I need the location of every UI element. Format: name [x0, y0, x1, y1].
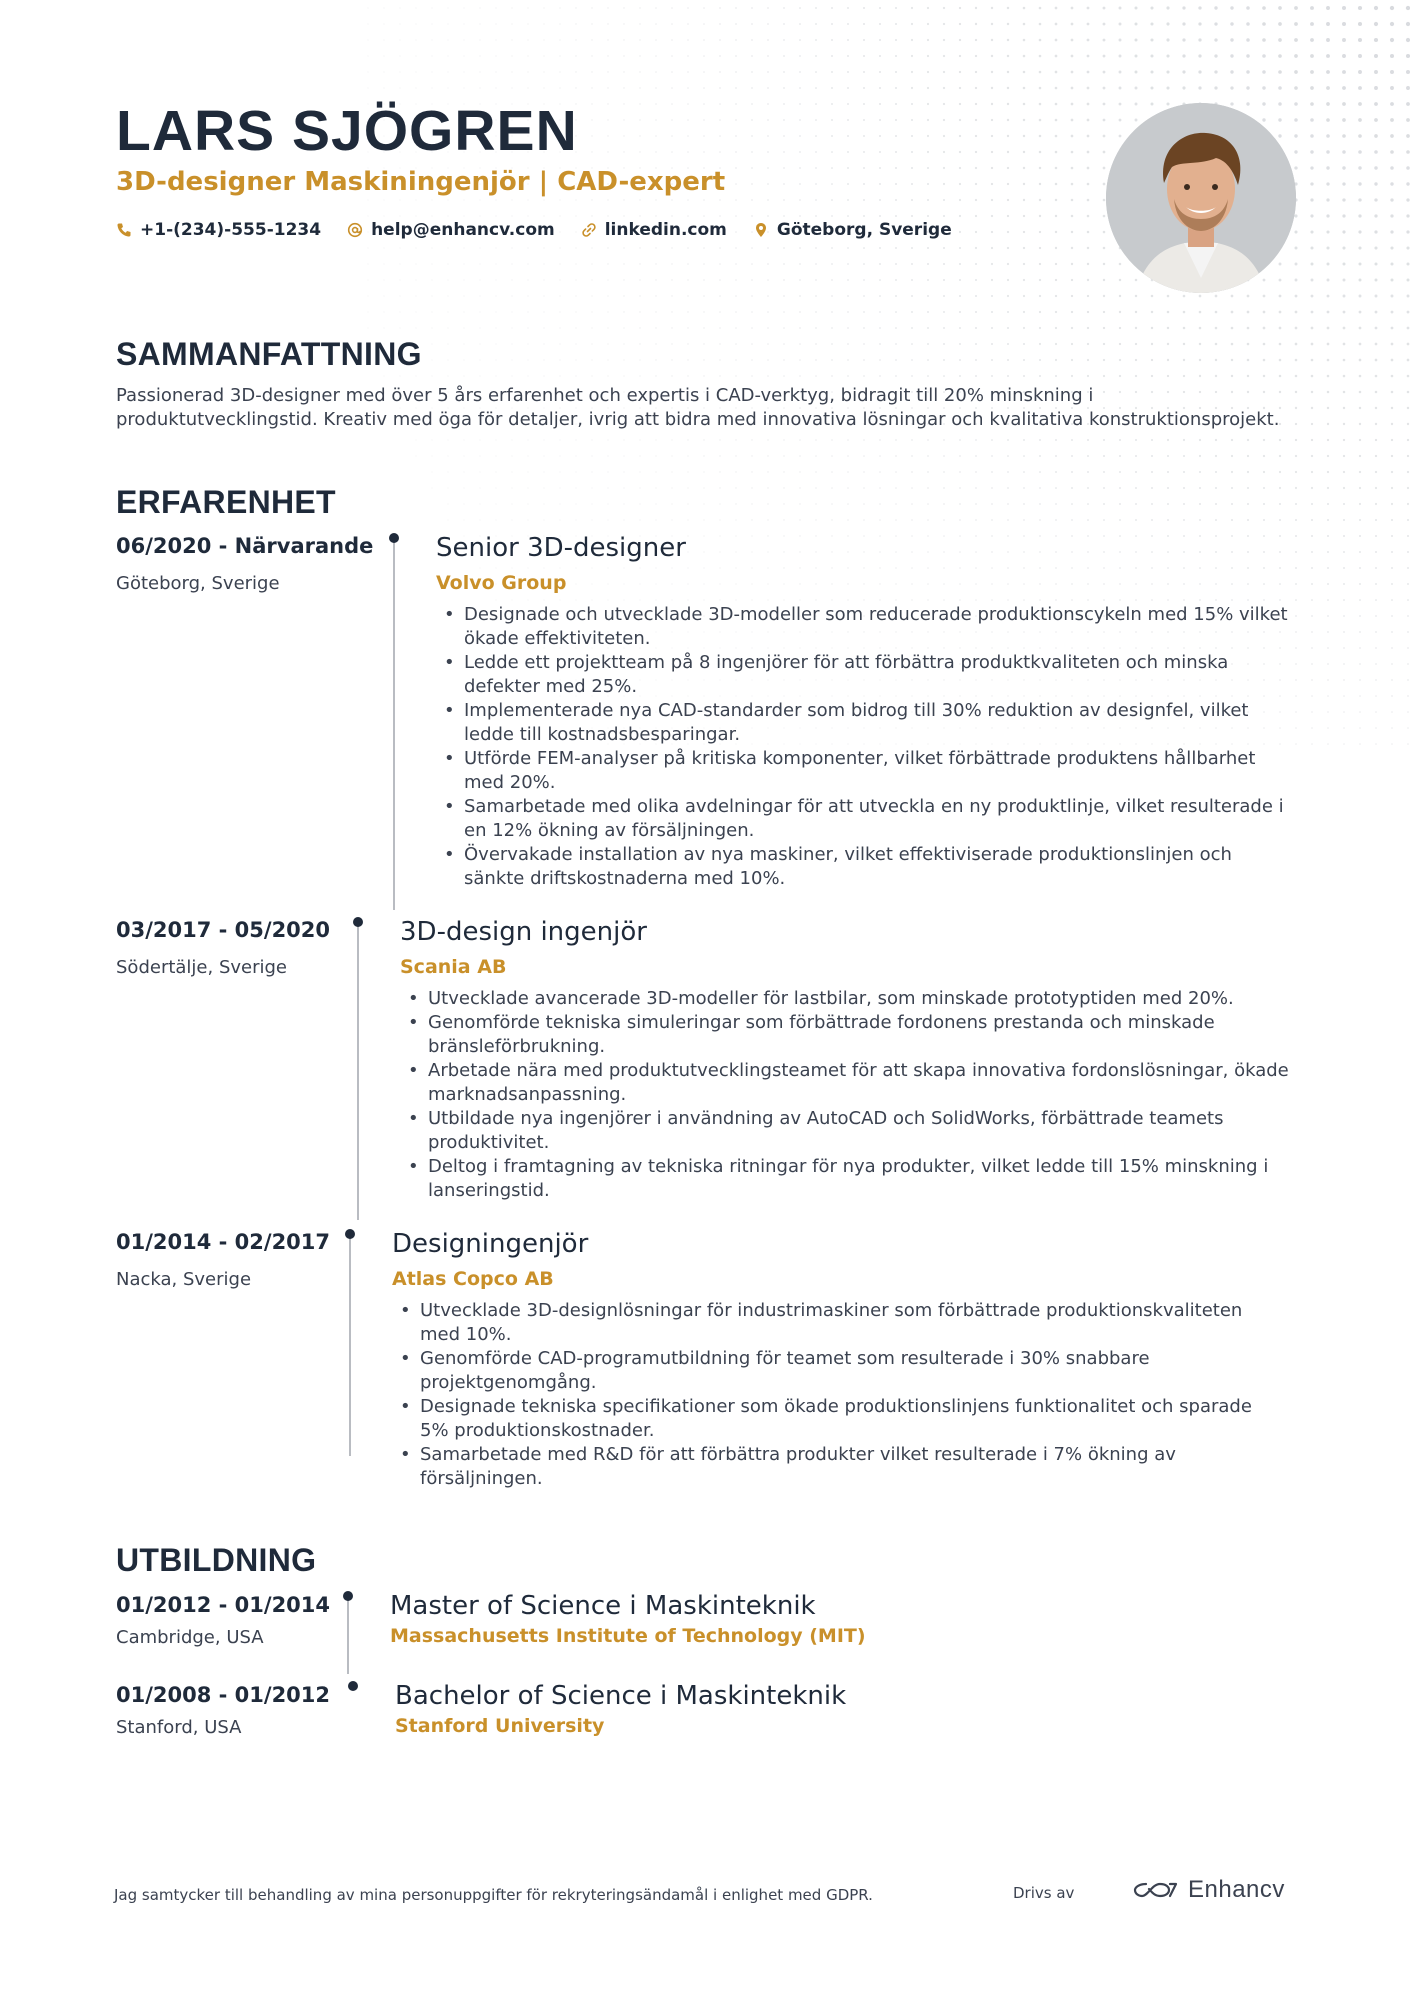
location-text: Göteborg, Sverige [776, 220, 952, 240]
timeline-line [349, 1236, 351, 1456]
summary-text: Passionerad 3D-designer med över 5 års erfarenhet och expertis i CAD-verktyg, bidragit till 20% minskning i produktutvecklingstid. Kreativ med öga för detaljer, ivrig att bidra med innovativa lösningar och kvalitativa konstruktionsprojekt. [116, 385, 1280, 430]
email-address: help@enhancv.com [371, 220, 555, 240]
bullet-item: • Arbetade nära med produktutvecklingsteamet för att skapa innovativa fordonslösningar, ökade marknadsanpassning. [400, 1059, 1290, 1107]
timeline-line [347, 1598, 349, 1674]
education-dates: 01/2008 - 01/2012 [116, 1683, 331, 1707]
bullet-item: • Samarbetade med olika avdelningar för att utveckla en ny produktlinje, vilket resulterade i en 12% ökning av försäljningen. [436, 795, 1296, 843]
degree-title: Bachelor of Science i Maskinteknik [395, 1681, 847, 1711]
bullet-item: • Utvecklade 3D-designlösningar för industrimaskiner som förbättrade produktionskvaliteten med 10%. [392, 1299, 1282, 1347]
bullet-item: • Utvecklade avancerade 3D-modeller för lastbilar, som minskade prototyptiden med 20%. [400, 987, 1290, 1011]
contact-location [753, 220, 952, 240]
enhancv-brand[interactable] [1132, 1876, 1285, 1904]
school-name: Massachusetts Institute of Technology (MIT) [390, 1625, 866, 1647]
job-dates: 01/2014 - 02/2017 [116, 1230, 331, 1254]
job-bullets [392, 1299, 1282, 1491]
job-location: Göteborg, Sverige [116, 573, 280, 594]
job-bullets [400, 987, 1290, 1203]
contact-bar [116, 220, 952, 240]
school-name: Stanford University [395, 1715, 605, 1737]
profile-photo [1106, 103, 1296, 293]
company-name: Atlas Copco AB [392, 1268, 554, 1290]
job-title: Designingenjör [392, 1229, 589, 1259]
education-heading: UTBILDNING [116, 1542, 317, 1578]
timeline-line [357, 924, 359, 1220]
enhancv-logo-icon [1132, 1878, 1178, 1902]
phone-number: +1-(234)-555-1234 [140, 220, 322, 240]
job-bullets [436, 603, 1296, 891]
bullet-item: • Designade och utvecklade 3D-modeller som reducerade produktionscykeln med 15% vilket ökade effektiviteten. [436, 603, 1296, 651]
bullet-item: • Övervakade installation av nya maskiner, vilket effektiviserade produktionslinjen och sänkte driftskostnaderna med 10%. [436, 843, 1296, 891]
bullet-item: • Designade tekniska specifikationer som ökade produktionslinjens funktionalitet och sparade 5% produktionskostnader. [392, 1395, 1282, 1443]
location-pin-icon [753, 222, 769, 238]
contact-email[interactable] [347, 220, 555, 240]
powered-by-label: Drivs av [1013, 1884, 1075, 1902]
job-title: Senior 3D-designer [436, 533, 686, 563]
education-dates: 01/2012 - 01/2014 [116, 1593, 331, 1617]
at-icon [347, 222, 363, 238]
linkedin-url: linkedin.com [604, 220, 727, 240]
bullet-item: • Genomförde tekniska simuleringar som förbättrade fordonens prestanda och minskade bränsleförbrukning. [400, 1011, 1290, 1059]
job-dates: 03/2017 - 05/2020 [116, 918, 331, 942]
timeline-dot [348, 1681, 358, 1691]
timeline-dot [345, 1229, 355, 1239]
candidate-headline: 3D-designer Maskiningenjör | CAD-expert [116, 167, 726, 197]
summary-heading: SAMMANFATTNING [116, 336, 422, 372]
contact-phone[interactable] [116, 220, 321, 240]
timeline-dot [343, 1591, 353, 1601]
gdpr-consent: Jag samtycker till behandling av mina personuppgifter för rekryteringsändamål i enlighet med GDPR. [114, 1886, 873, 1904]
timeline-dot [389, 533, 399, 543]
timeline-dot [353, 917, 363, 927]
timeline-line [393, 540, 395, 910]
education-location: Cambridge, USA [116, 1627, 264, 1648]
candidate-name: LARS SJÖGREN [116, 99, 578, 163]
enhancv-brand-text: Enhancv [1188, 1876, 1285, 1903]
company-name: Volvo Group [436, 572, 567, 594]
job-location: Nacka, Sverige [116, 1269, 252, 1290]
contact-linkedin[interactable] [581, 220, 727, 240]
link-icon [581, 222, 597, 238]
job-dates: 06/2020 - Närvarande [116, 534, 374, 558]
avatar-illustration [1106, 103, 1296, 293]
bullet-item: • Samarbetade med R&D för att förbättra produkter vilket resulterade i 7% ökning av försäljningen. [392, 1443, 1282, 1491]
bullet-item: • Ledde ett projektteam på 8 ingenjörer för att förbättra produktkvaliteten och minska defekter med 25%. [436, 651, 1296, 699]
job-location: Södertälje, Sverige [116, 957, 287, 978]
bullet-item: • Deltog i framtagning av tekniska ritningar för nya produkter, vilket ledde till 15% minskning i lanseringstid. [400, 1155, 1290, 1203]
education-location: Stanford, USA [116, 1717, 242, 1738]
phone-icon [116, 222, 132, 238]
company-name: Scania AB [400, 956, 507, 978]
bullet-item: • Utbildade nya ingenjörer i användning av AutoCAD och SolidWorks, förbättrade teamets produktivitet. [400, 1107, 1290, 1155]
bullet-item: • Implementerade nya CAD-standarder som bidrog till 30% reduktion av designfel, vilket ledde till kostnadsbesparingar. [436, 699, 1296, 747]
bullet-item: • Genomförde CAD-programutbildning för teamet som resulterade i 30% snabbare projektgenomgång. [392, 1347, 1282, 1395]
experience-heading: ERFARENHET [116, 484, 336, 520]
degree-title: Master of Science i Maskinteknik [390, 1591, 816, 1621]
bullet-item: • Utförde FEM-analyser på kritiska komponenter, vilket förbättrade produktens hållbarhet med 20%. [436, 747, 1296, 795]
job-title: 3D-design ingenjör [400, 917, 647, 947]
